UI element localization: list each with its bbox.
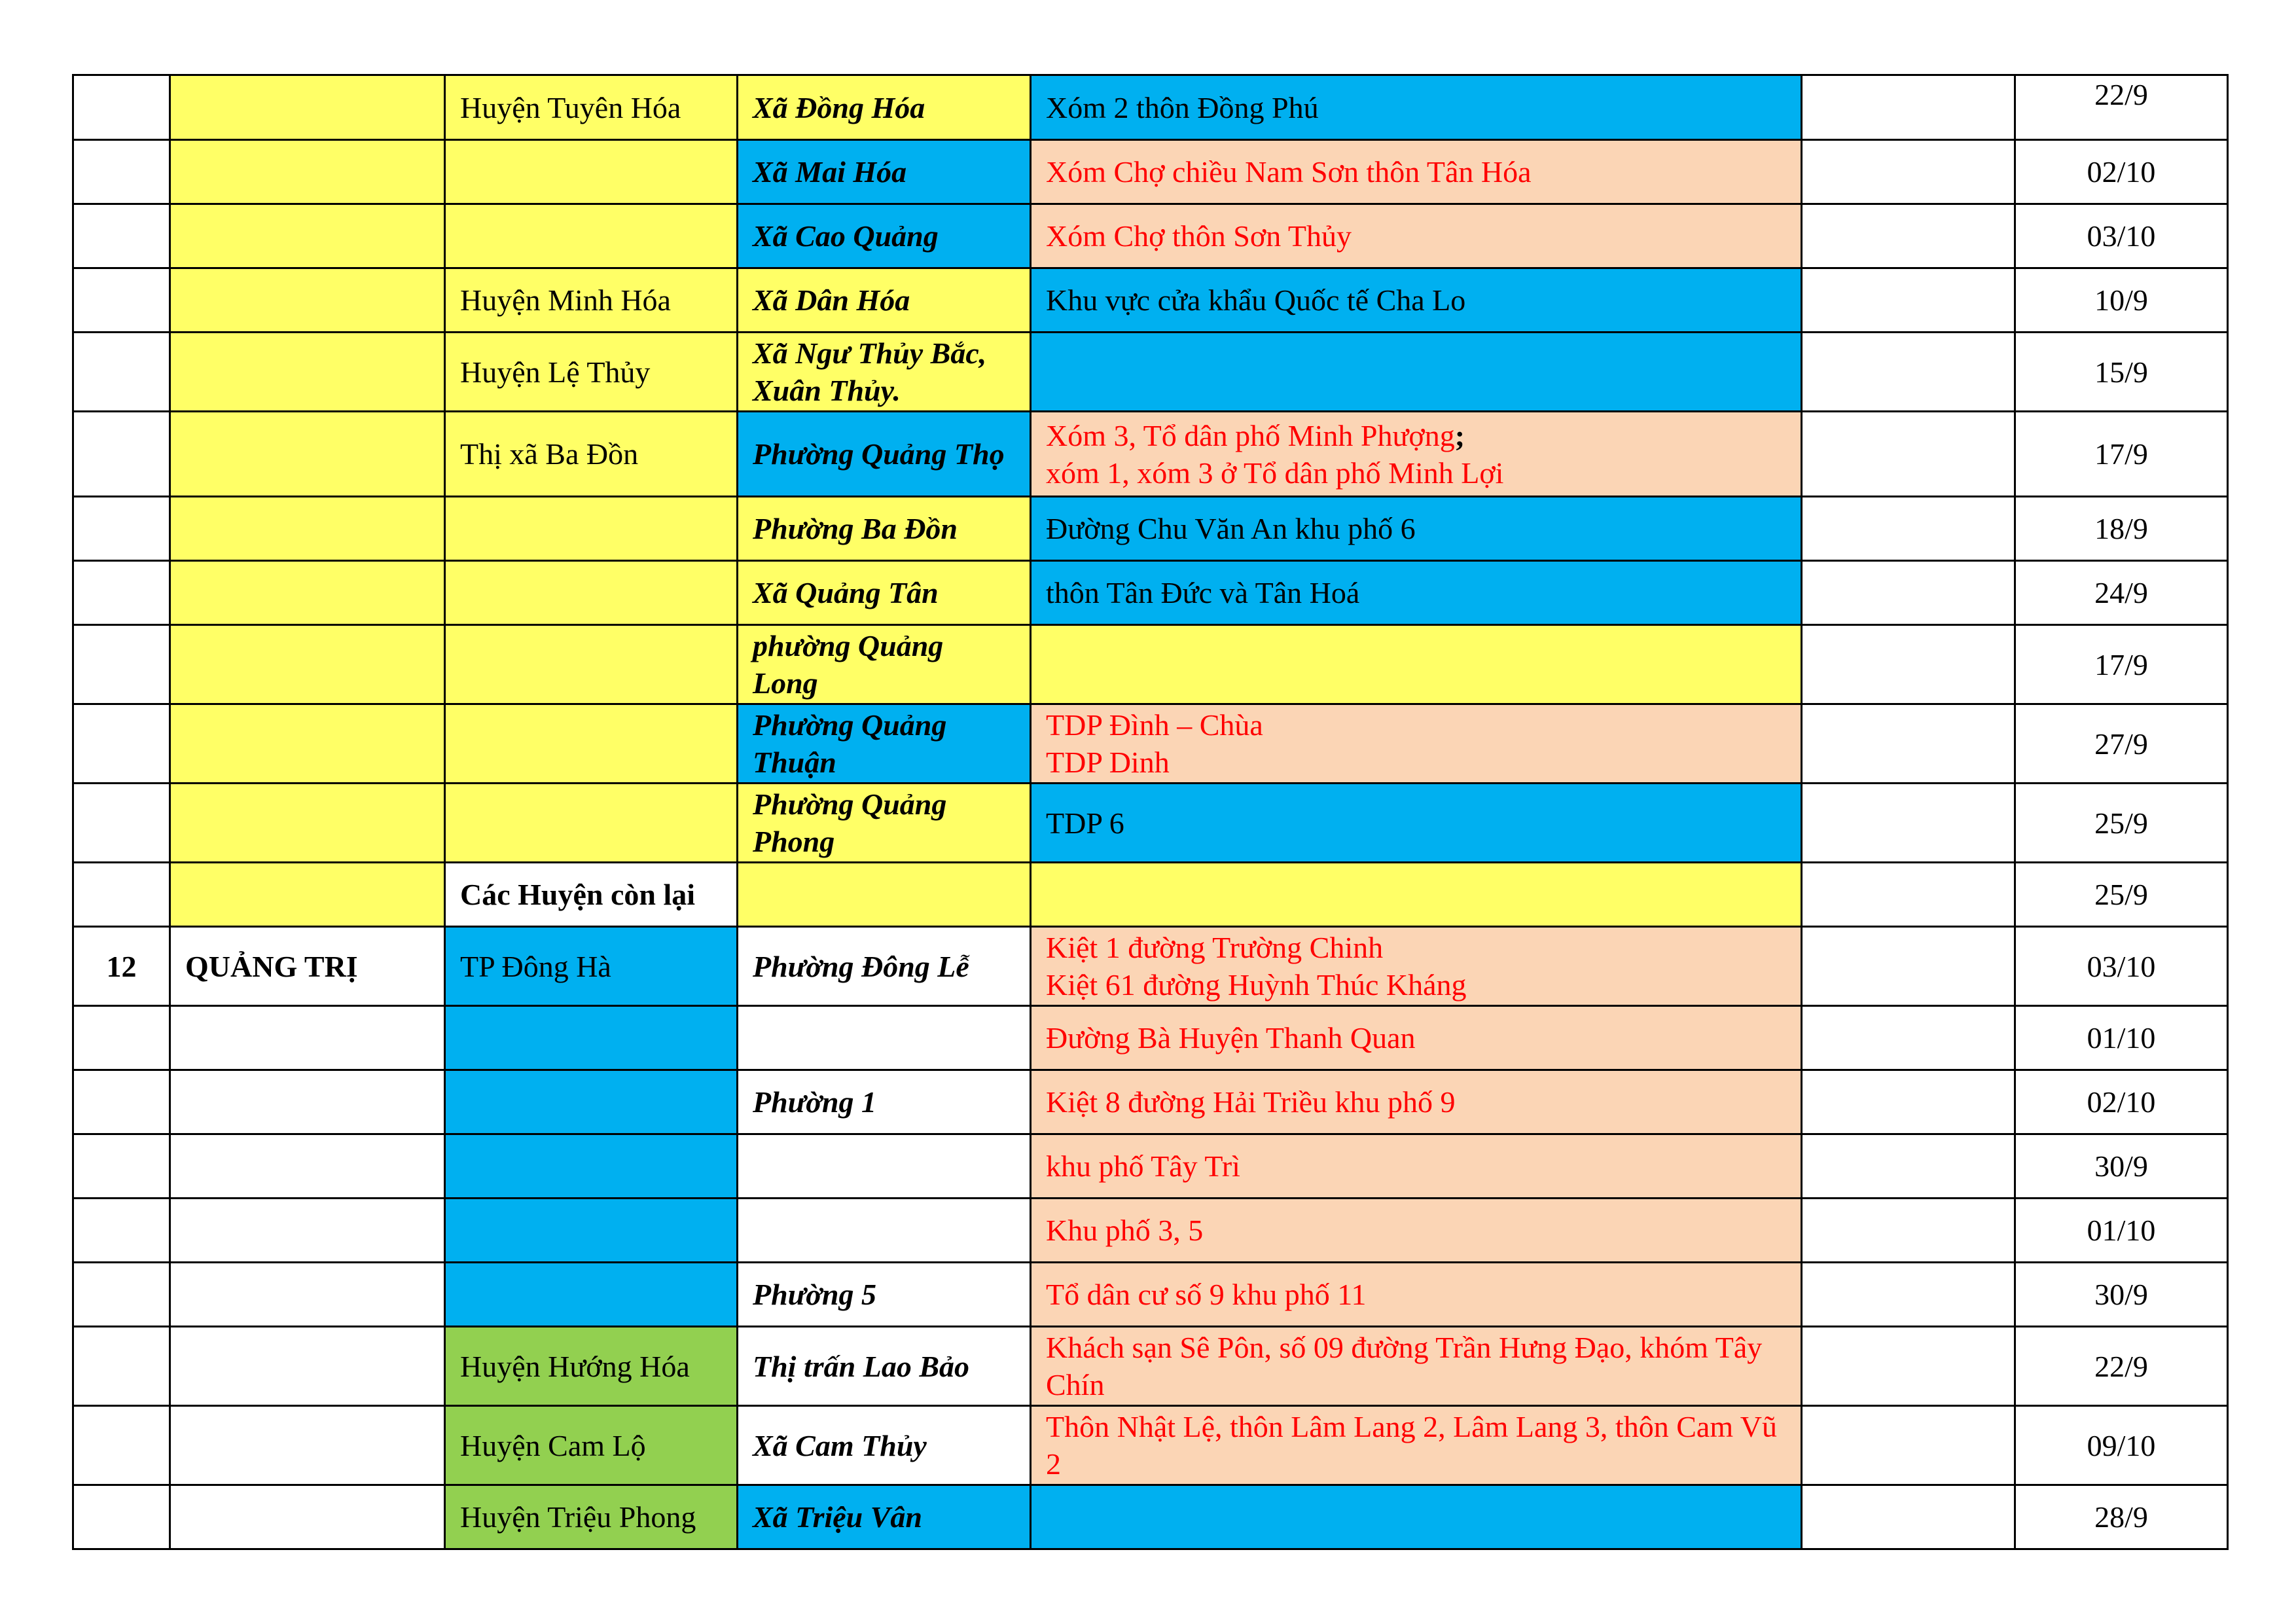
location-line: Đường Chu Văn An khu phố 6	[1046, 512, 1416, 545]
location-line: Khu vực cửa khẩu Quốc tế Cha Lo	[1046, 283, 1466, 317]
location-line: Thôn Nhật Lệ, thôn Lâm Lang 2, Lâm Lang 3, thôn Cam Vũ 2	[1046, 1410, 1777, 1481]
district-cell	[445, 784, 738, 863]
stt-cell	[73, 412, 170, 497]
date-cell: 15/9	[2015, 333, 2228, 412]
location-separator: ;	[1454, 418, 1465, 452]
table-row	[73, 1070, 2228, 1134]
table-row	[73, 704, 2228, 784]
stt-cell	[73, 1006, 170, 1070]
table-row	[73, 268, 2228, 333]
commune-cell: Xã Cao Quảng	[738, 204, 1031, 268]
location-line: xóm 1, xóm 3 ở Tổ dân phố Minh Lợi	[1046, 456, 1504, 490]
location-line: khu phố Tây Trì	[1046, 1149, 1240, 1183]
table-row	[73, 927, 2228, 1006]
table-row	[73, 1327, 2228, 1406]
province-cell	[170, 1070, 445, 1134]
location-line: TDP Đình – Chùa	[1046, 708, 1263, 742]
table-row	[73, 1406, 2228, 1485]
table-row	[73, 333, 2228, 412]
blank-cell	[1802, 204, 2015, 268]
stt-cell	[73, 704, 170, 784]
commune-cell: phường Quảng Long	[738, 625, 1031, 704]
province-cell	[170, 561, 445, 625]
commune-cell: Xã Quảng Tân	[738, 561, 1031, 625]
table-row	[73, 1134, 2228, 1199]
date-cell: 01/10	[2015, 1199, 2228, 1263]
commune-cell: Phường Quảng Phong	[738, 784, 1031, 863]
commune-cell: Xã Ngư Thủy Bắc, Xuân Thủy.	[738, 333, 1031, 412]
stt-cell	[73, 75, 170, 140]
commune-cell: Xã Mai Hóa	[738, 140, 1031, 204]
location-line: Khách sạn Sê Pôn, số 09 đường Trần Hưng Đạo, khóm Tây Chín	[1046, 1331, 1763, 1401]
date-cell: 09/10	[2015, 1406, 2228, 1485]
date-cell: 01/10	[2015, 1006, 2228, 1070]
table-row	[73, 561, 2228, 625]
table-row	[73, 1263, 2228, 1327]
blank-cell	[1802, 784, 2015, 863]
province-cell	[170, 497, 445, 561]
location-line	[1046, 417, 1786, 454]
district-cell: Huyện Tuyên Hóa	[445, 75, 738, 140]
table-row	[73, 1485, 2228, 1549]
date-cell: 25/9	[2015, 784, 2228, 863]
blank-cell	[1802, 1406, 2015, 1485]
province-cell	[170, 1199, 445, 1263]
blank-cell	[1802, 75, 2015, 140]
blank-cell	[1802, 497, 2015, 561]
district-cell	[445, 497, 738, 561]
location-cell	[1031, 268, 1802, 333]
date-cell: 03/10	[2015, 204, 2228, 268]
district-cell	[445, 561, 738, 625]
blank-cell	[1802, 561, 2015, 625]
location-cell	[1031, 75, 1802, 140]
province-cell	[170, 204, 445, 268]
date-cell: 03/10	[2015, 927, 2228, 1006]
location-line: Xóm Chợ chiều Nam Sơn thôn Tân Hóa	[1046, 155, 1532, 189]
blank-cell	[1802, 268, 2015, 333]
location-line: Kiệt 61 đường Huỳnh Thúc Kháng	[1046, 968, 1467, 1001]
location-cell	[1031, 927, 1802, 1006]
location-cell	[1031, 1134, 1802, 1199]
district-cell	[445, 1006, 738, 1070]
stt-cell	[73, 1485, 170, 1549]
table-row	[73, 497, 2228, 561]
commune-cell: Xã Triệu Vân	[738, 1485, 1031, 1549]
stt-cell	[73, 1199, 170, 1263]
commune-cell	[738, 1006, 1031, 1070]
stt-cell	[73, 497, 170, 561]
commune-cell: Phường 1	[738, 1070, 1031, 1134]
district-cell: Các Huyện còn lại	[445, 863, 738, 927]
date-cell: 30/9	[2015, 1263, 2228, 1327]
district-cell	[445, 140, 738, 204]
table-row	[73, 784, 2228, 863]
location-cell	[1031, 625, 1802, 704]
province-cell	[170, 140, 445, 204]
date-cell: 17/9	[2015, 412, 2228, 497]
stt-cell: 12	[73, 927, 170, 1006]
table-row	[73, 625, 2228, 704]
commune-cell	[738, 863, 1031, 927]
location-cell	[1031, 1263, 1802, 1327]
province-cell	[170, 333, 445, 412]
blank-cell	[1802, 927, 2015, 1006]
table-row	[73, 1199, 2228, 1263]
outbreak-locations-table	[72, 74, 2229, 1550]
location-line: Đường Bà Huyện Thanh Quan	[1046, 1021, 1416, 1055]
blank-cell	[1802, 1006, 2015, 1070]
commune-cell: Phường Quảng Thọ	[738, 412, 1031, 497]
location-cell	[1031, 204, 1802, 268]
commune-cell: Thị trấn Lao Bảo	[738, 1327, 1031, 1406]
date-cell: 25/9	[2015, 863, 2228, 927]
province-cell	[170, 268, 445, 333]
commune-cell	[738, 1134, 1031, 1199]
location-line: Kiệt 1 đường Trường Chinh	[1046, 931, 1384, 964]
location-line: TDP Dinh	[1046, 746, 1170, 779]
province-cell	[170, 1134, 445, 1199]
location-line: Xóm 2 thôn Đồng Phú	[1046, 90, 1319, 124]
date-cell: 18/9	[2015, 497, 2228, 561]
stt-cell	[73, 140, 170, 204]
stt-cell	[73, 1263, 170, 1327]
blank-cell	[1802, 1263, 2015, 1327]
district-cell: Huyện Lệ Thủy	[445, 333, 738, 412]
blank-cell	[1802, 1134, 2015, 1199]
district-cell	[445, 1199, 738, 1263]
location-line: TDP 6	[1046, 806, 1124, 840]
date-cell: 22/9	[2015, 75, 2228, 140]
blank-cell	[1802, 704, 2015, 784]
province-cell	[170, 784, 445, 863]
commune-cell: Phường Ba Đồn	[738, 497, 1031, 561]
province-cell	[170, 1263, 445, 1327]
stt-cell	[73, 784, 170, 863]
stt-cell	[73, 1406, 170, 1485]
location-cell	[1031, 1006, 1802, 1070]
stt-cell	[73, 625, 170, 704]
district-cell	[445, 1070, 738, 1134]
blank-cell	[1802, 625, 2015, 704]
location-cell	[1031, 333, 1802, 412]
blank-cell	[1802, 140, 2015, 204]
table-row	[73, 140, 2228, 204]
blank-cell	[1802, 412, 2015, 497]
location-cell	[1031, 561, 1802, 625]
blank-cell	[1802, 333, 2015, 412]
table-row	[73, 863, 2228, 927]
district-cell: Huyện Cam Lộ	[445, 1406, 738, 1485]
date-cell: 22/9	[2015, 1327, 2228, 1406]
stt-cell	[73, 204, 170, 268]
location-line: Xóm Chợ thôn Sơn Thủy	[1046, 219, 1352, 253]
province-cell	[170, 1406, 445, 1485]
district-cell: Huyện Hướng Hóa	[445, 1327, 738, 1406]
commune-cell: Xã Dân Hóa	[738, 268, 1031, 333]
province-cell	[170, 75, 445, 140]
location-cell	[1031, 1406, 1802, 1485]
province-cell	[170, 1485, 445, 1549]
province-cell	[170, 412, 445, 497]
location-cell	[1031, 497, 1802, 561]
date-cell: 10/9	[2015, 268, 2228, 333]
commune-cell: Xã Cam Thủy	[738, 1406, 1031, 1485]
stt-cell	[73, 1327, 170, 1406]
location-line: Kiệt 8 đường Hải Triều khu phố 9	[1046, 1085, 1456, 1119]
district-cell: Thị xã Ba Đồn	[445, 412, 738, 497]
province-cell	[170, 625, 445, 704]
blank-cell	[1802, 1199, 2015, 1263]
stt-cell	[73, 1134, 170, 1199]
date-cell: 30/9	[2015, 1134, 2228, 1199]
stt-cell	[73, 561, 170, 625]
location-line: Tổ dân cư số 9 khu phố 11	[1046, 1278, 1367, 1311]
date-cell: 24/9	[2015, 561, 2228, 625]
province-cell: QUẢNG TRỊ	[170, 927, 445, 1006]
location-cell	[1031, 412, 1802, 497]
district-cell	[445, 704, 738, 784]
table-row	[73, 1006, 2228, 1070]
commune-cell: Phường Quảng Thuận	[738, 704, 1031, 784]
date-cell: 28/9	[2015, 1485, 2228, 1549]
location-line-text: Xóm 3, Tổ dân phố Minh Phượng	[1046, 418, 1455, 452]
location-cell	[1031, 1485, 1802, 1549]
date-cell: 27/9	[2015, 704, 2228, 784]
district-cell: Huyện Triệu Phong	[445, 1485, 738, 1549]
province-cell	[170, 1327, 445, 1406]
commune-cell: Phường 5	[738, 1263, 1031, 1327]
district-cell	[445, 625, 738, 704]
district-cell	[445, 1263, 738, 1327]
blank-cell	[1802, 1327, 2015, 1406]
stt-cell	[73, 863, 170, 927]
district-cell: Huyện Minh Hóa	[445, 268, 738, 333]
table-row	[73, 75, 2228, 140]
province-cell	[170, 863, 445, 927]
date-cell: 02/10	[2015, 140, 2228, 204]
district-cell: TP Đông Hà	[445, 927, 738, 1006]
stt-cell	[73, 268, 170, 333]
blank-cell	[1802, 863, 2015, 927]
location-line: thôn Tân Đức và Tân Hoá	[1046, 576, 1360, 609]
stt-cell	[73, 1070, 170, 1134]
date-cell: 17/9	[2015, 625, 2228, 704]
location-cell	[1031, 863, 1802, 927]
district-cell	[445, 1134, 738, 1199]
province-cell	[170, 1006, 445, 1070]
location-cell	[1031, 784, 1802, 863]
location-cell	[1031, 704, 1802, 784]
blank-cell	[1802, 1070, 2015, 1134]
location-line: Khu phố 3, 5	[1046, 1214, 1204, 1247]
commune-cell: Xã Đồng Hóa	[738, 75, 1031, 140]
location-cell	[1031, 140, 1802, 204]
date-cell: 02/10	[2015, 1070, 2228, 1134]
table-row	[73, 204, 2228, 268]
table-row	[73, 412, 2228, 497]
commune-cell: Phường Đông Lễ	[738, 927, 1031, 1006]
district-cell	[445, 204, 738, 268]
commune-cell	[738, 1199, 1031, 1263]
province-cell	[170, 704, 445, 784]
location-cell	[1031, 1199, 1802, 1263]
blank-cell	[1802, 1485, 2015, 1549]
location-cell	[1031, 1070, 1802, 1134]
location-cell	[1031, 1327, 1802, 1406]
stt-cell	[73, 333, 170, 412]
